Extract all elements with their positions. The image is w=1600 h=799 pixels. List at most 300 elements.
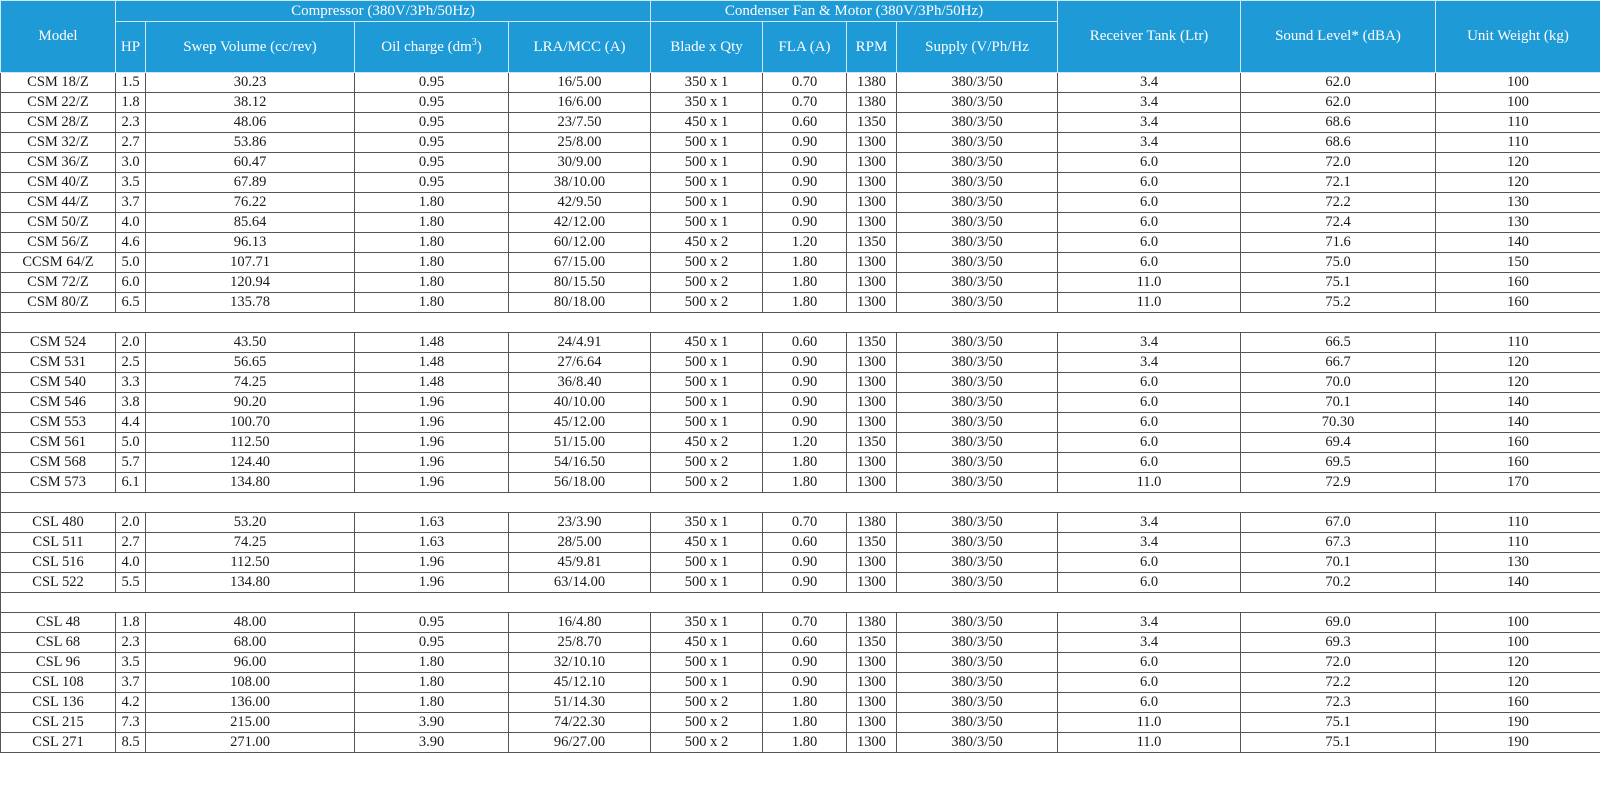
- cell-oil-charge: 1.80: [355, 233, 509, 253]
- cell-unit-weight: 130: [1436, 553, 1600, 573]
- cell-fla: 1.20: [763, 433, 847, 453]
- group-separator-row: [1, 313, 1600, 333]
- cell-supply: 380/3/50: [897, 373, 1058, 393]
- cell-blade-qty: 500 x 1: [651, 673, 763, 693]
- cell-lra-mcc: 51/14.30: [509, 693, 651, 713]
- cell-supply: 380/3/50: [897, 473, 1058, 493]
- cell-model: CSM 28/Z: [1, 113, 116, 133]
- cell-lra-mcc: 16/5.00: [509, 73, 651, 93]
- cell-model: CSM 573: [1, 473, 116, 493]
- cell-oil-charge: 1.80: [355, 193, 509, 213]
- cell-swept-volume: 120.94: [146, 273, 355, 293]
- cell-sound-level: 66.5: [1241, 333, 1436, 353]
- cell-hp: 6.1: [116, 473, 146, 493]
- cell-lra-mcc: 45/12.00: [509, 413, 651, 433]
- cell-sound-level: 69.3: [1241, 633, 1436, 653]
- cell-swept-volume: 271.00: [146, 733, 355, 753]
- table-row: [1, 293, 1600, 313]
- table-body: [1, 73, 1600, 753]
- cell-swept-volume: 68.00: [146, 633, 355, 653]
- cell-swept-volume: 215.00: [146, 713, 355, 733]
- cell-unit-weight: 160: [1436, 433, 1600, 453]
- cell-rpm: 1300: [847, 373, 897, 393]
- cell-model: CSL 68: [1, 633, 116, 653]
- cell-unit-weight: 100: [1436, 633, 1600, 653]
- table-row: [1, 193, 1600, 213]
- table-row: [1, 733, 1600, 753]
- cell-blade-qty: 500 x 2: [651, 473, 763, 493]
- table-row: [1, 693, 1600, 713]
- cell-blade-qty: 350 x 1: [651, 73, 763, 93]
- cell-rpm: 1300: [847, 413, 897, 433]
- table-row: [1, 393, 1600, 413]
- cell-supply: 380/3/50: [897, 693, 1058, 713]
- cell-receiver-tank: 6.0: [1058, 413, 1241, 433]
- cell-supply: 380/3/50: [897, 393, 1058, 413]
- cell-rpm: 1300: [847, 653, 897, 673]
- cell-blade-qty: 450 x 2: [651, 433, 763, 453]
- cell-blade-qty: 500 x 1: [651, 193, 763, 213]
- cell-model: CSM 36/Z: [1, 153, 116, 173]
- table-row: [1, 513, 1600, 533]
- cell-fla: 1.80: [763, 253, 847, 273]
- cell-oil-charge: 0.95: [355, 133, 509, 153]
- cell-hp: 7.3: [116, 713, 146, 733]
- cell-blade-qty: 500 x 2: [651, 733, 763, 753]
- cell-oil-charge: 0.95: [355, 153, 509, 173]
- cell-model: CSL 511: [1, 533, 116, 553]
- cell-sound-level: 75.1: [1241, 273, 1436, 293]
- cell-oil-charge: 1.48: [355, 353, 509, 373]
- cell-fla: 0.90: [763, 193, 847, 213]
- cell-model: CSL 96: [1, 653, 116, 673]
- cell-sound-level: 69.5: [1241, 453, 1436, 473]
- cell-supply: 380/3/50: [897, 353, 1058, 373]
- cell-receiver-tank: 6.0: [1058, 153, 1241, 173]
- cell-receiver-tank: 6.0: [1058, 213, 1241, 233]
- cell-rpm: 1350: [847, 113, 897, 133]
- cell-lra-mcc: 80/15.50: [509, 273, 651, 293]
- cell-rpm: 1300: [847, 473, 897, 493]
- cell-fla: 0.60: [763, 333, 847, 353]
- cell-rpm: 1300: [847, 193, 897, 213]
- cell-supply: 380/3/50: [897, 253, 1058, 273]
- cell-receiver-tank: 6.0: [1058, 653, 1241, 673]
- cell-receiver-tank: 6.0: [1058, 393, 1241, 413]
- cell-supply: 380/3/50: [897, 333, 1058, 353]
- cell-sound-level: 62.0: [1241, 93, 1436, 113]
- cell-fla: 1.80: [763, 453, 847, 473]
- cell-unit-weight: 190: [1436, 733, 1600, 753]
- cell-fla: 0.90: [763, 653, 847, 673]
- cell-lra-mcc: 23/7.50: [509, 113, 651, 133]
- cell-hp: 2.5: [116, 353, 146, 373]
- group-separator-row: [1, 593, 1600, 613]
- compressor-group-header: Compressor (380V/3Ph/50Hz): [116, 1, 651, 22]
- cell-receiver-tank: 3.4: [1058, 533, 1241, 553]
- cell-swept-volume: 124.40: [146, 453, 355, 473]
- cell-fla: 0.90: [763, 213, 847, 233]
- cell-model: CSL 215: [1, 713, 116, 733]
- cell-unit-weight: 120: [1436, 653, 1600, 673]
- cell-hp: 2.7: [116, 133, 146, 153]
- cell-fla: 0.70: [763, 613, 847, 633]
- cell-swept-volume: 30.23: [146, 73, 355, 93]
- cell-swept-volume: 96.13: [146, 233, 355, 253]
- cell-unit-weight: 110: [1436, 533, 1600, 553]
- cell-model: CSL 108: [1, 673, 116, 693]
- cell-rpm: 1380: [847, 513, 897, 533]
- cell-unit-weight: 100: [1436, 93, 1600, 113]
- cell-unit-weight: 110: [1436, 333, 1600, 353]
- cell-lra-mcc: 74/22.30: [509, 713, 651, 733]
- table-row: [1, 173, 1600, 193]
- table-row: [1, 233, 1600, 253]
- cell-swept-volume: 96.00: [146, 653, 355, 673]
- cell-lra-mcc: 96/27.00: [509, 733, 651, 753]
- cell-hp: 3.8: [116, 393, 146, 413]
- cell-model: CSM 568: [1, 453, 116, 473]
- cell-supply: 380/3/50: [897, 133, 1058, 153]
- cell-receiver-tank: 6.0: [1058, 673, 1241, 693]
- cell-swept-volume: 53.86: [146, 133, 355, 153]
- cell-oil-charge: 1.96: [355, 433, 509, 453]
- cell-unit-weight: 140: [1436, 393, 1600, 413]
- table-row: [1, 613, 1600, 633]
- cell-hp: 2.3: [116, 633, 146, 653]
- cell-sound-level: 70.1: [1241, 553, 1436, 573]
- cell-sound-level: 70.2: [1241, 573, 1436, 593]
- cell-sound-level: 75.1: [1241, 733, 1436, 753]
- col-fla-header: FLA (A): [763, 22, 847, 73]
- cell-blade-qty: 500 x 2: [651, 293, 763, 313]
- cell-lra-mcc: 25/8.00: [509, 133, 651, 153]
- cell-fla: 0.70: [763, 73, 847, 93]
- cell-oil-charge: 0.95: [355, 93, 509, 113]
- cell-supply: 380/3/50: [897, 413, 1058, 433]
- cell-supply: 380/3/50: [897, 633, 1058, 653]
- table-row: [1, 253, 1600, 273]
- group-separator-cell: [1, 493, 1600, 513]
- cell-receiver-tank: 6.0: [1058, 573, 1241, 593]
- cell-receiver-tank: 3.4: [1058, 93, 1241, 113]
- cell-fla: 1.80: [763, 273, 847, 293]
- cell-swept-volume: 90.20: [146, 393, 355, 413]
- cell-model: CSM 553: [1, 413, 116, 433]
- cell-rpm: 1300: [847, 173, 897, 193]
- cell-blade-qty: 450 x 1: [651, 533, 763, 553]
- cell-sound-level: 72.1: [1241, 173, 1436, 193]
- cell-oil-charge: 1.48: [355, 373, 509, 393]
- cell-hp: 3.5: [116, 653, 146, 673]
- cell-hp: 4.0: [116, 213, 146, 233]
- cell-rpm: 1300: [847, 253, 897, 273]
- cell-unit-weight: 150: [1436, 253, 1600, 273]
- table-row: [1, 353, 1600, 373]
- cell-lra-mcc: 28/5.00: [509, 533, 651, 553]
- cell-rpm: 1300: [847, 453, 897, 473]
- cell-blade-qty: 350 x 1: [651, 513, 763, 533]
- cell-rpm: 1350: [847, 233, 897, 253]
- cell-swept-volume: 43.50: [146, 333, 355, 353]
- cell-supply: 380/3/50: [897, 513, 1058, 533]
- cell-unit-weight: 160: [1436, 693, 1600, 713]
- cell-sound-level: 72.2: [1241, 673, 1436, 693]
- cell-supply: 380/3/50: [897, 433, 1058, 453]
- table-row: [1, 633, 1600, 653]
- col-sound-header: Sound Level* (dBA): [1241, 1, 1436, 73]
- cell-oil-charge: 1.48: [355, 333, 509, 353]
- cell-rpm: 1350: [847, 533, 897, 553]
- cell-blade-qty: 450 x 1: [651, 633, 763, 653]
- col-oil-charge-header: [355, 22, 509, 73]
- cell-model: CSM 546: [1, 393, 116, 413]
- cell-hp: 3.5: [116, 173, 146, 193]
- cell-blade-qty: 500 x 1: [651, 413, 763, 433]
- cell-receiver-tank: 11.0: [1058, 713, 1241, 733]
- cell-lra-mcc: 42/9.50: [509, 193, 651, 213]
- cell-unit-weight: 190: [1436, 713, 1600, 733]
- cell-blade-qty: 500 x 2: [651, 453, 763, 473]
- cell-unit-weight: 130: [1436, 213, 1600, 233]
- cell-blade-qty: 500 x 1: [651, 133, 763, 153]
- cell-unit-weight: 160: [1436, 453, 1600, 473]
- cell-fla: 0.70: [763, 513, 847, 533]
- cell-supply: 380/3/50: [897, 173, 1058, 193]
- col-model-header: Model: [1, 1, 116, 73]
- cell-model: CSL 522: [1, 573, 116, 593]
- cell-supply: 380/3/50: [897, 573, 1058, 593]
- cell-blade-qty: 350 x 1: [651, 613, 763, 633]
- cell-lra-mcc: 16/6.00: [509, 93, 651, 113]
- cell-unit-weight: 110: [1436, 513, 1600, 533]
- table-row: [1, 93, 1600, 113]
- cell-sound-level: 62.0: [1241, 73, 1436, 93]
- cell-lra-mcc: 67/15.00: [509, 253, 651, 273]
- cell-unit-weight: 110: [1436, 133, 1600, 153]
- cell-unit-weight: 120: [1436, 353, 1600, 373]
- cell-unit-weight: 110: [1436, 113, 1600, 133]
- cell-sound-level: 68.6: [1241, 133, 1436, 153]
- cell-fla: 0.90: [763, 173, 847, 193]
- cell-unit-weight: 140: [1436, 233, 1600, 253]
- cell-unit-weight: 120: [1436, 673, 1600, 693]
- cell-lra-mcc: 45/12.10: [509, 673, 651, 693]
- cell-blade-qty: 500 x 1: [651, 353, 763, 373]
- cell-unit-weight: 170: [1436, 473, 1600, 493]
- cell-rpm: 1300: [847, 393, 897, 413]
- cell-sound-level: 67.3: [1241, 533, 1436, 553]
- cell-blade-qty: 450 x 1: [651, 113, 763, 133]
- cell-sound-level: 70.1: [1241, 393, 1436, 413]
- cell-model: CSM 22/Z: [1, 93, 116, 113]
- cell-fla: 1.20: [763, 233, 847, 253]
- cell-hp: 2.0: [116, 333, 146, 353]
- cell-supply: 380/3/50: [897, 93, 1058, 113]
- cell-blade-qty: 500 x 2: [651, 713, 763, 733]
- table-row: [1, 133, 1600, 153]
- cell-model: CSM 56/Z: [1, 233, 116, 253]
- table-row: [1, 433, 1600, 453]
- cell-blade-qty: 500 x 2: [651, 693, 763, 713]
- cell-sound-level: 70.0: [1241, 373, 1436, 393]
- cell-sound-level: 72.0: [1241, 153, 1436, 173]
- cell-fla: 1.80: [763, 713, 847, 733]
- cell-hp: 2.3: [116, 113, 146, 133]
- cell-unit-weight: 160: [1436, 273, 1600, 293]
- cell-lra-mcc: 38/10.00: [509, 173, 651, 193]
- cell-unit-weight: 100: [1436, 613, 1600, 633]
- cell-rpm: 1380: [847, 73, 897, 93]
- cell-fla: 0.90: [763, 673, 847, 693]
- cell-oil-charge: 1.96: [355, 393, 509, 413]
- cell-supply: 380/3/50: [897, 453, 1058, 473]
- group-separator-row: [1, 493, 1600, 513]
- cell-lra-mcc: 27/6.64: [509, 353, 651, 373]
- col-swept-volume-header: Swep Volume (cc/rev): [146, 22, 355, 73]
- cell-receiver-tank: 6.0: [1058, 173, 1241, 193]
- cell-blade-qty: 500 x 1: [651, 213, 763, 233]
- cell-sound-level: 72.3: [1241, 693, 1436, 713]
- cell-hp: 1.8: [116, 613, 146, 633]
- table-row: [1, 533, 1600, 553]
- cell-swept-volume: 135.78: [146, 293, 355, 313]
- cell-supply: 380/3/50: [897, 233, 1058, 253]
- cell-model: CSL 516: [1, 553, 116, 573]
- cell-model: CSM 72/Z: [1, 273, 116, 293]
- cell-oil-charge: 1.96: [355, 553, 509, 573]
- cell-fla: 0.90: [763, 373, 847, 393]
- cell-receiver-tank: 3.4: [1058, 113, 1241, 133]
- cell-fla: 0.90: [763, 553, 847, 573]
- cell-blade-qty: 500 x 2: [651, 253, 763, 273]
- cell-blade-qty: 500 x 1: [651, 553, 763, 573]
- cell-hp: 4.4: [116, 413, 146, 433]
- cell-fla: 1.80: [763, 693, 847, 713]
- cell-oil-charge: 1.80: [355, 673, 509, 693]
- cell-lra-mcc: 80/18.00: [509, 293, 651, 313]
- cell-rpm: 1300: [847, 553, 897, 573]
- cell-supply: 380/3/50: [897, 553, 1058, 573]
- cell-rpm: 1300: [847, 153, 897, 173]
- cell-supply: 380/3/50: [897, 673, 1058, 693]
- cell-swept-volume: 53.20: [146, 513, 355, 533]
- cell-sound-level: 75.1: [1241, 713, 1436, 733]
- cell-swept-volume: 136.00: [146, 693, 355, 713]
- cell-oil-charge: 1.80: [355, 273, 509, 293]
- cell-oil-charge: 1.80: [355, 693, 509, 713]
- cell-hp: 5.7: [116, 453, 146, 473]
- col-weight-header: Unit Weight (kg): [1436, 1, 1600, 73]
- cell-swept-volume: 112.50: [146, 553, 355, 573]
- cell-sound-level: 69.4: [1241, 433, 1436, 453]
- table-row: [1, 473, 1600, 493]
- cell-model: CSM 18/Z: [1, 73, 116, 93]
- table-row: [1, 153, 1600, 173]
- cell-sound-level: 72.4: [1241, 213, 1436, 233]
- cell-hp: 5.0: [116, 433, 146, 453]
- cell-fla: 1.80: [763, 293, 847, 313]
- cell-receiver-tank: 6.0: [1058, 373, 1241, 393]
- cell-unit-weight: 120: [1436, 173, 1600, 193]
- cell-oil-charge: 1.80: [355, 653, 509, 673]
- cell-hp: 2.7: [116, 533, 146, 553]
- cell-sound-level: 75.0: [1241, 253, 1436, 273]
- cell-fla: 0.90: [763, 153, 847, 173]
- cell-lra-mcc: 40/10.00: [509, 393, 651, 413]
- cell-sound-level: 72.0: [1241, 653, 1436, 673]
- cell-receiver-tank: 6.0: [1058, 193, 1241, 213]
- cell-receiver-tank: 3.4: [1058, 133, 1241, 153]
- cell-unit-weight: 120: [1436, 373, 1600, 393]
- cell-oil-charge: 1.80: [355, 253, 509, 273]
- cell-oil-charge: 1.96: [355, 473, 509, 493]
- cell-model: CSL 271: [1, 733, 116, 753]
- cell-sound-level: 69.0: [1241, 613, 1436, 633]
- cell-unit-weight: 130: [1436, 193, 1600, 213]
- cell-receiver-tank: 3.4: [1058, 513, 1241, 533]
- cell-lra-mcc: 23/3.90: [509, 513, 651, 533]
- cell-hp: 8.5: [116, 733, 146, 753]
- cell-hp: 4.2: [116, 693, 146, 713]
- group-separator-cell: [1, 593, 1600, 613]
- col-supply-header: Supply (V/Ph/Hz: [897, 22, 1058, 73]
- table-row: [1, 453, 1600, 473]
- cell-receiver-tank: 11.0: [1058, 473, 1241, 493]
- table-row: [1, 673, 1600, 693]
- cell-hp: 4.6: [116, 233, 146, 253]
- cell-swept-volume: 74.25: [146, 373, 355, 393]
- cell-unit-weight: 160: [1436, 293, 1600, 313]
- cell-receiver-tank: 3.4: [1058, 73, 1241, 93]
- cell-oil-charge: 1.96: [355, 573, 509, 593]
- cell-unit-weight: 120: [1436, 153, 1600, 173]
- cell-rpm: 1300: [847, 273, 897, 293]
- cell-lra-mcc: 42/12.00: [509, 213, 651, 233]
- cell-hp: 3.7: [116, 193, 146, 213]
- cell-oil-charge: 1.80: [355, 293, 509, 313]
- cell-lra-mcc: 36/8.40: [509, 373, 651, 393]
- cell-sound-level: 68.6: [1241, 113, 1436, 133]
- cell-oil-charge: 3.90: [355, 733, 509, 753]
- cell-rpm: 1300: [847, 693, 897, 713]
- col-lra-header: LRA/MCC (A): [509, 22, 651, 73]
- cell-rpm: 1350: [847, 633, 897, 653]
- cell-rpm: 1300: [847, 293, 897, 313]
- cell-oil-charge: 1.63: [355, 513, 509, 533]
- cell-lra-mcc: 60/12.00: [509, 233, 651, 253]
- cell-hp: 5.5: [116, 573, 146, 593]
- table-row: [1, 113, 1600, 133]
- cell-swept-volume: 76.22: [146, 193, 355, 213]
- cell-model: CSM 50/Z: [1, 213, 116, 233]
- cell-blade-qty: 500 x 1: [651, 573, 763, 593]
- cell-blade-qty: 500 x 1: [651, 173, 763, 193]
- cell-receiver-tank: 6.0: [1058, 253, 1241, 273]
- cell-supply: 380/3/50: [897, 73, 1058, 93]
- cell-swept-volume: 74.25: [146, 533, 355, 553]
- cell-receiver-tank: 6.0: [1058, 693, 1241, 713]
- cell-blade-qty: 500 x 2: [651, 273, 763, 293]
- cell-swept-volume: 38.12: [146, 93, 355, 113]
- cell-rpm: 1300: [847, 213, 897, 233]
- cell-hp: 1.8: [116, 93, 146, 113]
- cell-hp: 6.0: [116, 273, 146, 293]
- cell-hp: 3.0: [116, 153, 146, 173]
- cell-oil-charge: 0.95: [355, 173, 509, 193]
- cell-blade-qty: 450 x 2: [651, 233, 763, 253]
- cell-receiver-tank: 3.4: [1058, 613, 1241, 633]
